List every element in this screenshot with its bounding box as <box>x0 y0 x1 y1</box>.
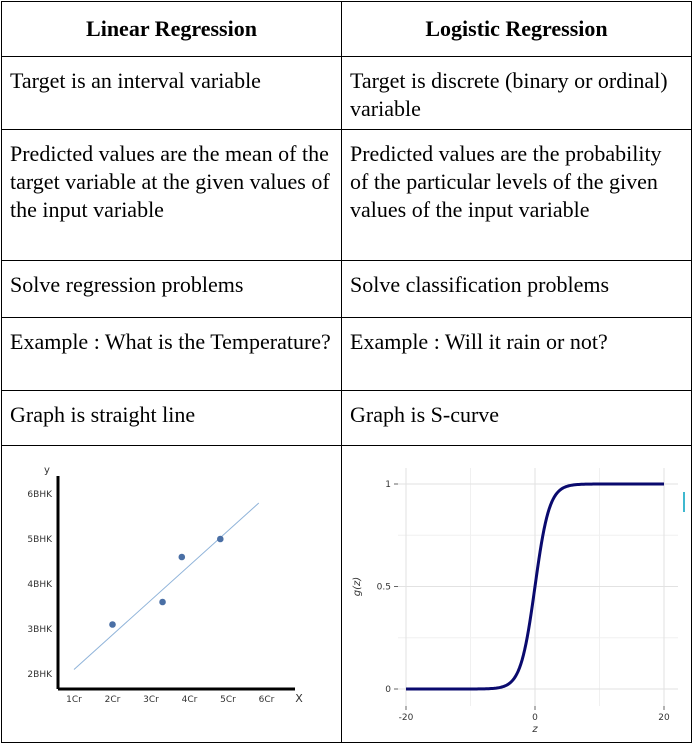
x-tick-label: 4Cr <box>181 695 198 705</box>
cell-logistic-predicted: Predicted values are the probability of the particular levels of the given values of the input variable <box>342 130 692 261</box>
cell-linear-predicted: Predicted values are the mean of the target variable at the given values of the input variable <box>2 130 342 261</box>
cell-linear-problem: Solve regression problems <box>2 261 342 318</box>
y-axis-label: g(z) <box>352 576 363 597</box>
x-tick-label: 1Cr <box>66 695 82 705</box>
table-row <box>2 57 692 130</box>
table-row-graphs <box>2 446 692 743</box>
cell-logistic-chart <box>342 446 692 743</box>
data-point <box>217 536 224 543</box>
cell-logistic-graph: Graph is S-curve <box>342 391 692 446</box>
table-row <box>2 391 692 446</box>
x-axis-label: z <box>532 724 538 735</box>
x-tick-label: -20 <box>398 713 414 723</box>
x-tick-label: 2Cr <box>104 695 121 705</box>
y-tick-label: 2BHK <box>27 670 52 680</box>
x-tick-label: 0 <box>532 713 538 723</box>
cell-linear-chart <box>2 446 342 743</box>
cell-linear-example: Example : What is the Temperature? <box>2 318 342 391</box>
cell-linear-graph: Graph is straight line <box>2 391 342 446</box>
cell-logistic-target: Target is discrete (binary or ordinal) variable <box>342 57 692 130</box>
y-tick-label: 4BHK <box>27 580 52 590</box>
x-tick-label: 20 <box>658 713 670 723</box>
y-tick-label: 0.5 <box>376 582 391 593</box>
header-linear: Linear Regression <box>2 2 342 57</box>
header-row <box>2 2 692 57</box>
comparison-table <box>1 1 692 743</box>
table-row <box>2 261 692 318</box>
cell-logistic-example: Example : Will it rain or not? <box>342 318 692 391</box>
y-tick-label: 3BHK <box>27 625 52 635</box>
x-tick-label: 5Cr <box>220 695 236 705</box>
data-point <box>109 621 116 628</box>
cell-linear-target: Target is an interval variable <box>2 57 342 130</box>
y-tick-label: 1 <box>385 480 391 490</box>
x-axis-label: X <box>295 692 303 705</box>
x-tick-label: 3Cr <box>143 695 159 705</box>
y-tick-label: 5BHK <box>27 535 52 545</box>
y-tick-label: 6BHK <box>27 490 52 500</box>
header-logistic: Logistic Regression <box>342 2 692 57</box>
data-point <box>159 599 166 606</box>
table-row <box>2 130 692 261</box>
cell-logistic-problem: Solve classification problems <box>342 261 692 318</box>
y-tick-label: 0 <box>385 685 391 695</box>
data-point <box>179 554 186 561</box>
linear-regression-chart <box>2 446 340 742</box>
table-row <box>2 318 692 391</box>
logistic-regression-chart <box>342 446 690 742</box>
regression-line <box>74 503 259 670</box>
y-axis-label: y <box>44 465 50 476</box>
x-tick-label: 6Cr <box>258 695 275 705</box>
